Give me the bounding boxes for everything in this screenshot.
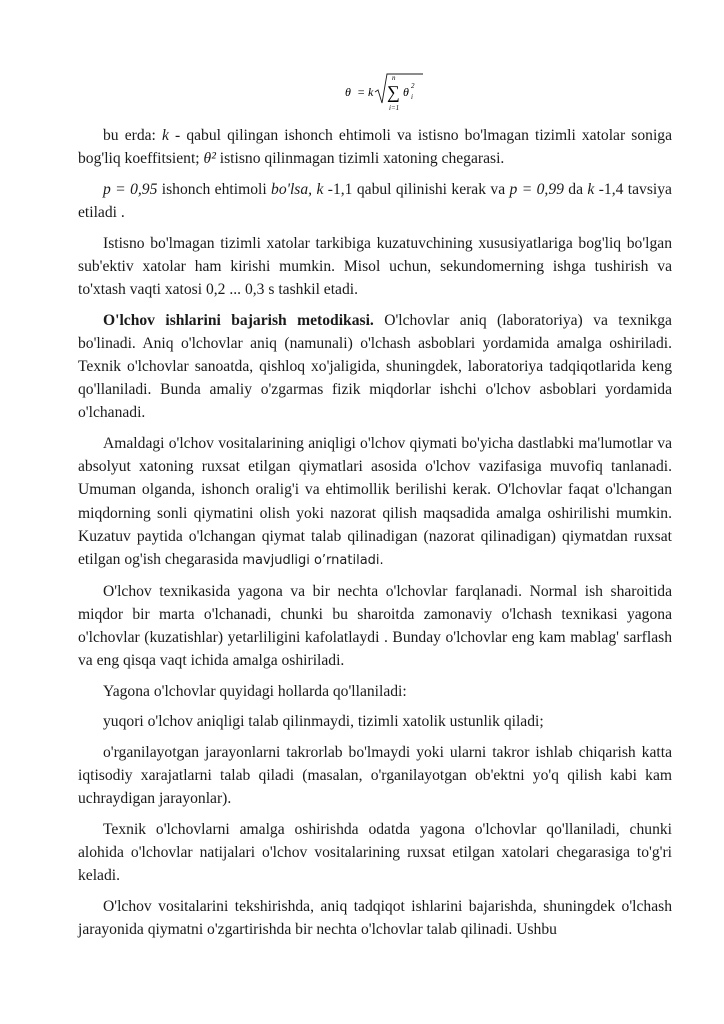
formula-equals: = <box>357 85 366 99</box>
formula-sup-2: 2 <box>411 82 415 90</box>
formula-graphic <box>345 70 435 114</box>
paragraph-probability: p = 0,95 ishonch ehtimoli bo'lsa, k -1,1 qabul qilinishi kerak va p = 0,99 da k -1,4 tavsiya etiladi . <box>78 180 672 221</box>
formula-sigma: ∑ <box>387 82 400 102</box>
paragraph-technical: Texnik o'lchovlarni amalga oshirishda odatda yagona o'lchovlar qo'llaniladi, chunki alohida o'lchovlar natijalari o'lchov vositalarining ruxsat etilgan xatolari chegarasiga to'g'ri keladi. <box>78 821 672 885</box>
formula-sum-lower: i=1 <box>389 104 400 112</box>
paragraph-definitions: bu erda: k - qabul qilingan ishonch ehtimoli va istisno bo'lmagan tizimli xatolar soniga bog'liq koeffitsient; θ² istisno qilinmagan tizimli xatoning chegarasi. <box>78 127 672 168</box>
section-heading: O'lchov ishlarini bajarish metodikasi. <box>103 311 374 329</box>
formula-theta-i: θ <box>403 85 409 99</box>
paragraph-verification: O'lchov vositalarini tekshirishda, aniq tadqiqot ishlarini bajarishda, shuningdek o'lchash jarayonida qiymatni o'zgartirishda bir nechta o'lchovlar talab qilinadi. Ushbu <box>78 898 672 939</box>
paragraph-case-2: o'rganilayotgan jarayonlarni takrorlab bo'lmaydi yoki ularni takror ishlab chiqarish katta iqtisodiy xarajatlarni talab qiladi (masalan, o'rganilayotgan ob'ektni yo'q qilish kabi kam uchraydigan jarayonlar). <box>78 744 672 808</box>
paragraph-subjective-errors: Istisno bo'lmagan tizimli xatolar tarkibiga kuzatuvchining xususiyatlariga bog'liq bo'lgan sub'ektiv xatolar ham kirishi mumkin. Misol uchun, sekundomerning ishga tushirish va to'xtash vaqti xatosi 0,2 ... 0,3 s tashkil etadi. <box>78 234 672 298</box>
paragraph-single-multiple: O'lchov texnikasida yagona va bir nechta o'lchovlar farqlanadi. Normal ish sharoitida miqdor bir marta o'lchanadi, chunki bu sharoitda zamonaviy o'lchash texnikasi yagona o'lchovlar (kuzatishlar) yetarliligini kafolatlaydi . Bunday o'lchovlar eng kam mablag' sarflash va eng qisqa vaqt ichida amalga oshiriladi. <box>78 582 672 670</box>
paragraph-methodology: O'lchov ishlarini bajarish metodikasi. O'lchovlar aniq (laboratoriya) va texnikga bo'linadi. Aniq o'lchovlar aniq (namunali) o'lchash asboblari yordamida amalga oshiriladi. Texnik o'lchovlar sanoatda, qishloq xo'jaligida, shuningdek, laboratoriya tadqiqotlarida keng qo'llaniladi. Bunda amaliy o'zgarmas fizik miqdorlar ishchi o'lchov asboblari yordamida o'lchanadi. <box>78 311 672 422</box>
formula-theta <box>345 70 435 114</box>
paragraph-accuracy: Amaldagi o'lchov vositalarining aniqligi o'lchov qiymati bo'yicha dastlabki ma'lumotlar va absolyut xatoning ruxsat etilgan qiymatlari asosida o'lchov vazifasiga muvofiq tanlanadi. Umuman olganda, ishonch oralig'i va ehtimollik berilishi kerak. O'lchovlar faqat o'lchangan miqdorning sonli qiymatini olish yoki nazorat qilish maqsadida amalga oshirilishi mumkin. Kuzatuv paytida o'lchangan qiymat talab qilinadigan (nazorat qilinadigan) qiymatdan ruxsat etilgan og'ish chegarasida mavjudligi o’rnatiladi. <box>78 435 672 569</box>
formula-sum-upper: n <box>392 74 396 82</box>
formula-sub-i: i <box>411 93 413 101</box>
formula-k: k <box>368 85 374 99</box>
paragraph-case-1: yuqori o'lchov aniqligi talab qilinmaydi, tizimli xatolik ustunlik qiladi; <box>103 713 544 731</box>
formula-theta-symbol: θ <box>345 85 351 99</box>
body-text <box>78 124 672 949</box>
paragraph-single-usage: Yagona o'lchovlar quyidagi hollarda qo'llaniladi: <box>103 682 407 700</box>
